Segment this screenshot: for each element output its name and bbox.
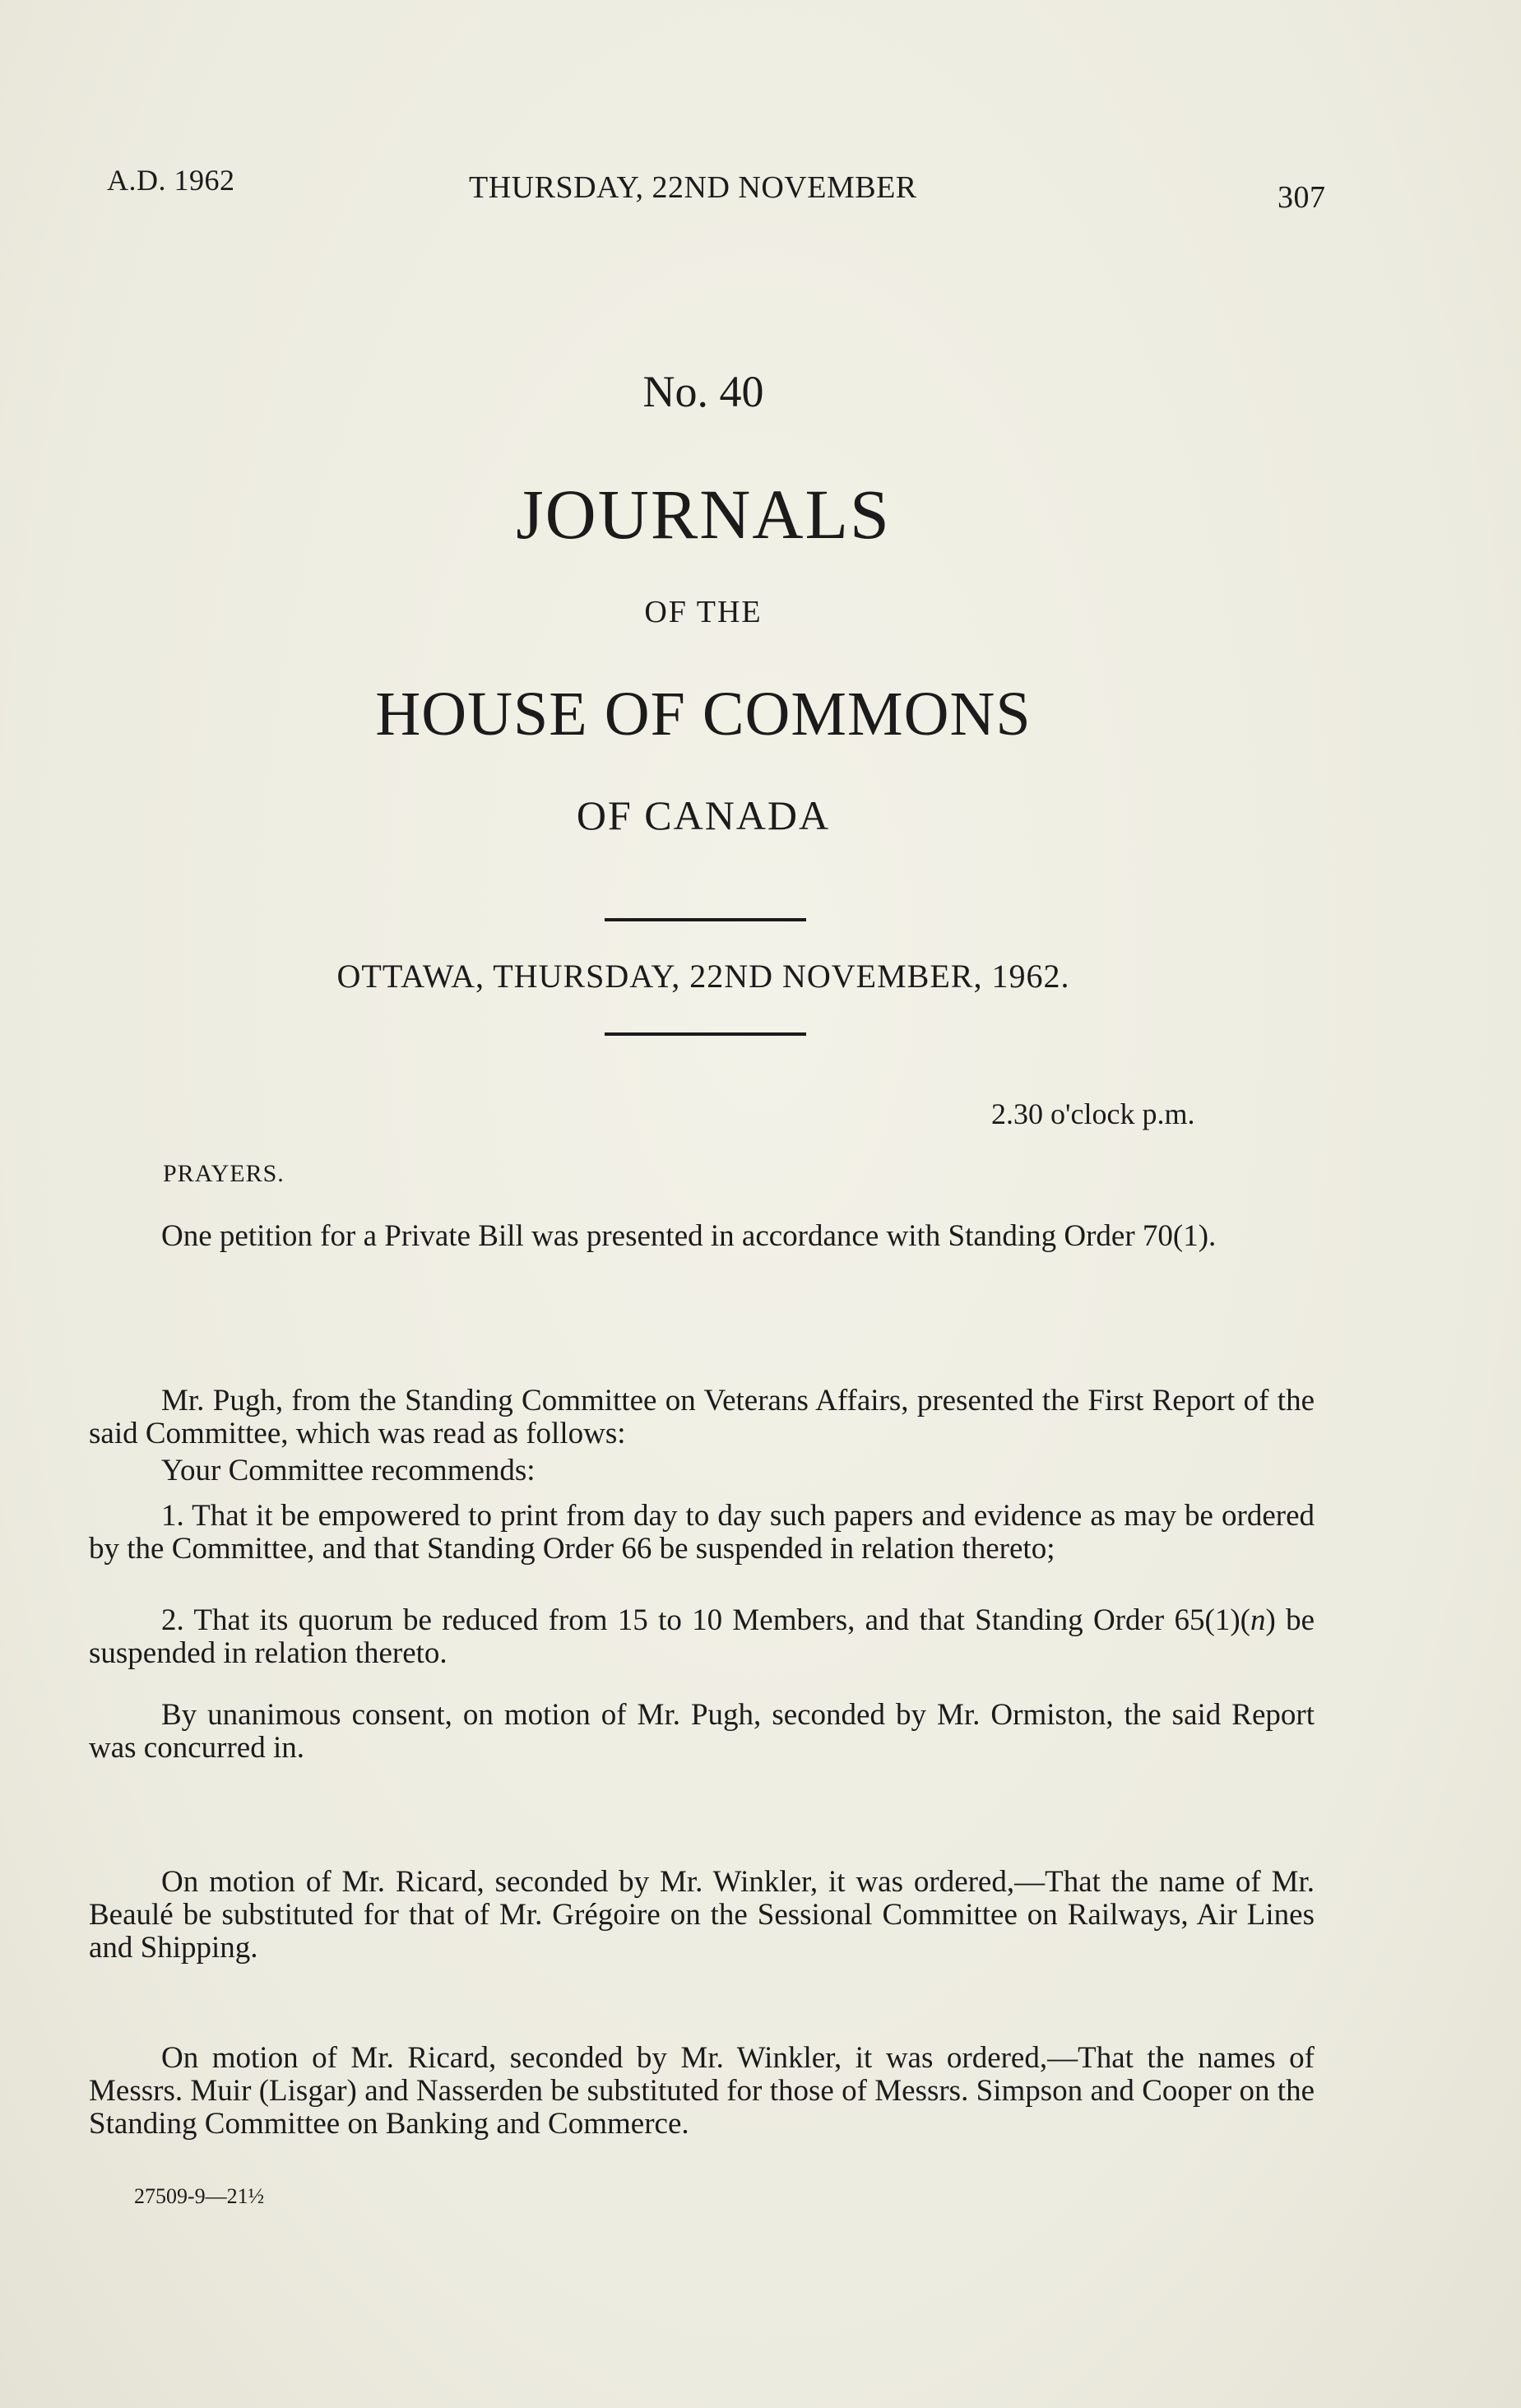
divider-rule-bottom bbox=[605, 1032, 806, 1036]
title-house-of-commons: HOUSE OF COMMONS bbox=[375, 680, 1032, 749]
printer-code: 27509-9—21½ bbox=[134, 2184, 265, 2208]
committee-report-paragraph: Mr. Pugh, from the Standing Committee on Veterans Affairs, presented the First Report of the said Committee, which was read as follows: bbox=[89, 1384, 1315, 1450]
title-journals: JOURNALS bbox=[516, 475, 891, 554]
prayers-heading: PRAYERS. bbox=[163, 1160, 285, 1187]
running-header-date: THURSDAY, 22ND NOVEMBER bbox=[469, 170, 917, 205]
journal-number: No. 40 bbox=[642, 367, 764, 416]
item2-text-after: ) be suspended in relation thereto. bbox=[89, 1603, 1315, 1670]
title-of-the: OF THE bbox=[644, 595, 763, 629]
petition-paragraph: One petition for a Private Bill was presented in accordance with Standing Order 70(1). bbox=[161, 1219, 1217, 1253]
item2-text-before: 2. That its quorum be reduced from 15 to 10 Members, and that Standing Order 65(1)( bbox=[161, 1603, 1250, 1637]
divider-rule-top bbox=[605, 918, 806, 921]
page-number: 307 bbox=[1278, 180, 1326, 215]
recommendation-item-1: 1. That it be empowered to print from day to day such papers and evidence as may be ordered by the Committee, and that Standing Order 66 be suspended in relation thereto; bbox=[89, 1499, 1315, 1566]
motion-paragraph-2: On motion of Mr. Ricard, seconded by Mr. Winkler, it was ordered,—That the names of Messrs. Muir (Lisgar) and Nasserden be substituted for those of Messrs. Simpson and Cooper on the Standing Committee on Banking and Commerce. bbox=[89, 2041, 1315, 2141]
running-header-year: A.D. 1962 bbox=[107, 164, 235, 197]
dateline: OTTAWA, THURSDAY, 22ND NOVEMBER, 1962. bbox=[336, 958, 1070, 995]
concurrence-paragraph: By unanimous consent, on motion of Mr. Pugh, seconded by Mr. Ormiston, the said Report was concurred in. bbox=[89, 1698, 1315, 1765]
recommendation-item-2 bbox=[89, 1604, 1315, 1670]
recommends-line: Your Committee recommends: bbox=[161, 1454, 536, 1487]
motion-paragraph-1: On motion of Mr. Ricard, seconded by Mr. Winkler, it was ordered,—That the name of Mr. Beaulé be substituted for that of Mr. Grégoire on the Sessional Committee on Railways, Air Lines and Shipping. bbox=[89, 1865, 1315, 1965]
title-of-canada: OF CANADA bbox=[576, 792, 831, 838]
item2-italic-letter: n bbox=[1250, 1603, 1266, 1637]
sitting-time: 2.30 o'clock p.m. bbox=[991, 1097, 1195, 1130]
